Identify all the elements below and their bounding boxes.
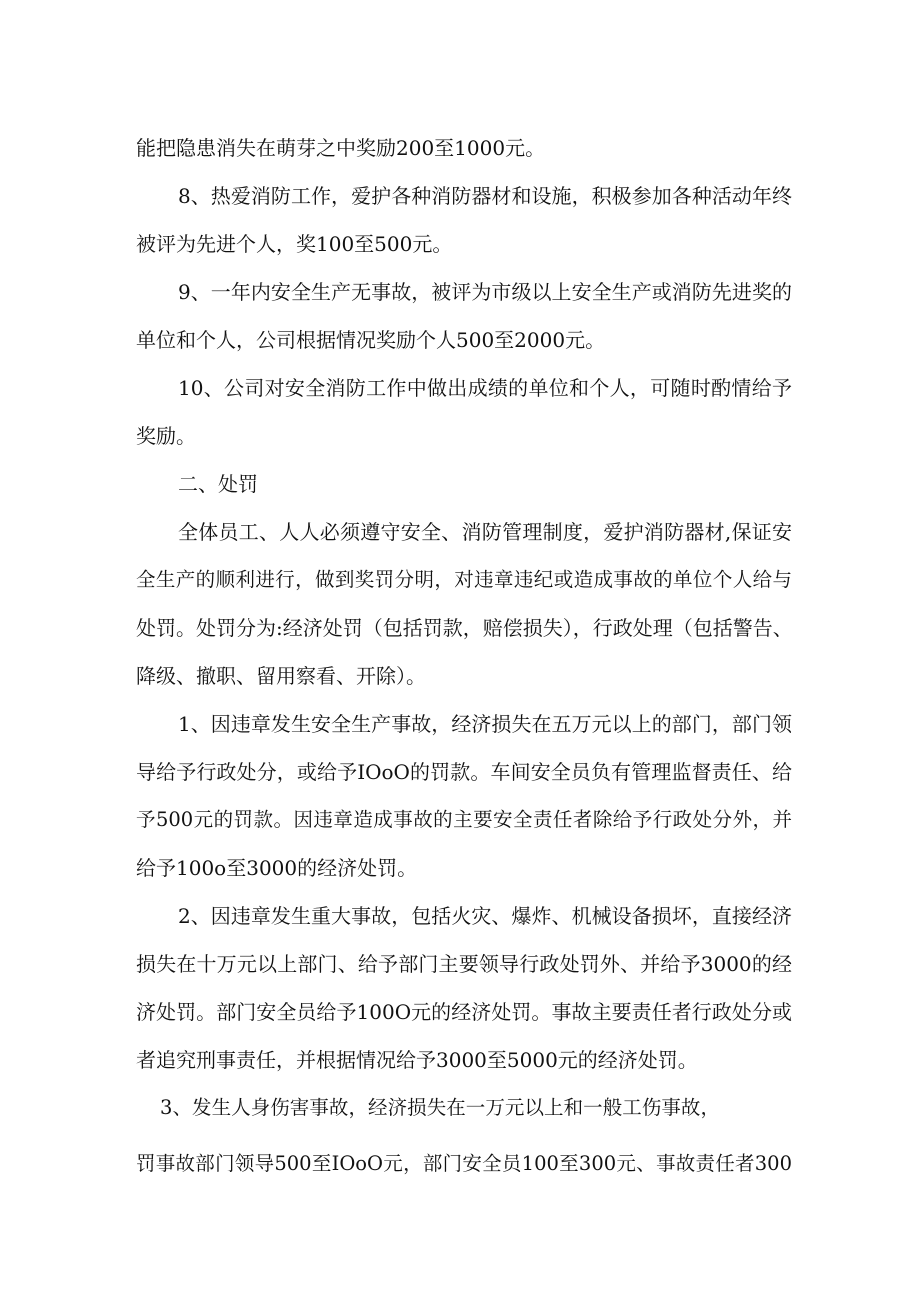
text-line: 9、一年内安全生产无事故，被评为市级以上安全生产或消防先进奖的 [178, 280, 792, 304]
text-line: 全体员工、人人必须遵守安全、消防管理制度，爱护消防器材,保证安 [178, 520, 792, 544]
text-line: 单位和个人，公司根据情况奖励个人500至2000元。 [136, 328, 606, 352]
text-line: 奖励。 [136, 424, 196, 448]
text-line: 被评为先进个人，奖100至500元。 [136, 232, 453, 256]
text-line: 予500元的罚款。因违章造成事故的主要安全责任者除给予行政处分外，并 [136, 808, 792, 831]
text-line: 济处罚。部门安全员给予100O元的经济处罚。事故主要责任者行政处分或 [136, 1000, 792, 1024]
text-line: 1、因违章发生安全生产事故，经济损失在五万元以上的部门，部门领 [178, 712, 792, 736]
text-line: 处罚。处罚分为:经济处罚（包括罚款，赔偿损失），行政处理（包括警告、 [136, 616, 793, 640]
text-line: 2、因违章发生重大事故，包括火灾、爆炸、机械设备损坏，直接经济 [178, 904, 792, 928]
text-line: 能把隐患消失在萌芽之中奖励200至1000元。 [136, 136, 546, 160]
text-line: 导给予行政处分，或给予IOoO的罚款。车间安全员负有管理监督责任、给 [136, 760, 792, 784]
text-line: 罚事故部门领导500至IOoO元，部门安全员100至300元、事故责任者300 [136, 1152, 792, 1175]
text-line: 8、热爱消防工作，爱护各种消防器材和设施，积极参加各种活动年终 [178, 184, 792, 208]
text-line: 全生产的顺利进行，做到奖罚分明，对违章违纪或造成事故的单位个人给与 [136, 568, 792, 591]
section-heading: 二、处罚 [178, 472, 258, 496]
text-line: 降级、撤职、留用察看、开除）。 [136, 664, 426, 688]
text-line: 者追究刑事责任，并根据情况给予3000至5000元的经济处罚。 [136, 1048, 698, 1072]
text-line: 损失在十万元以上部门、给予部门主要领导行政处罚外、并给予3000的经 [136, 952, 792, 976]
text-line: 3、发生人身伤害事故，经济损失在一万元以上和一般工伤事故， [160, 1096, 720, 1119]
text-line: 给予100o至3000的经济处罚。 [136, 856, 418, 880]
text-line: 10、公司对安全消防工作中做出成绩的单位和个人，可随时酌情给予 [178, 376, 792, 400]
